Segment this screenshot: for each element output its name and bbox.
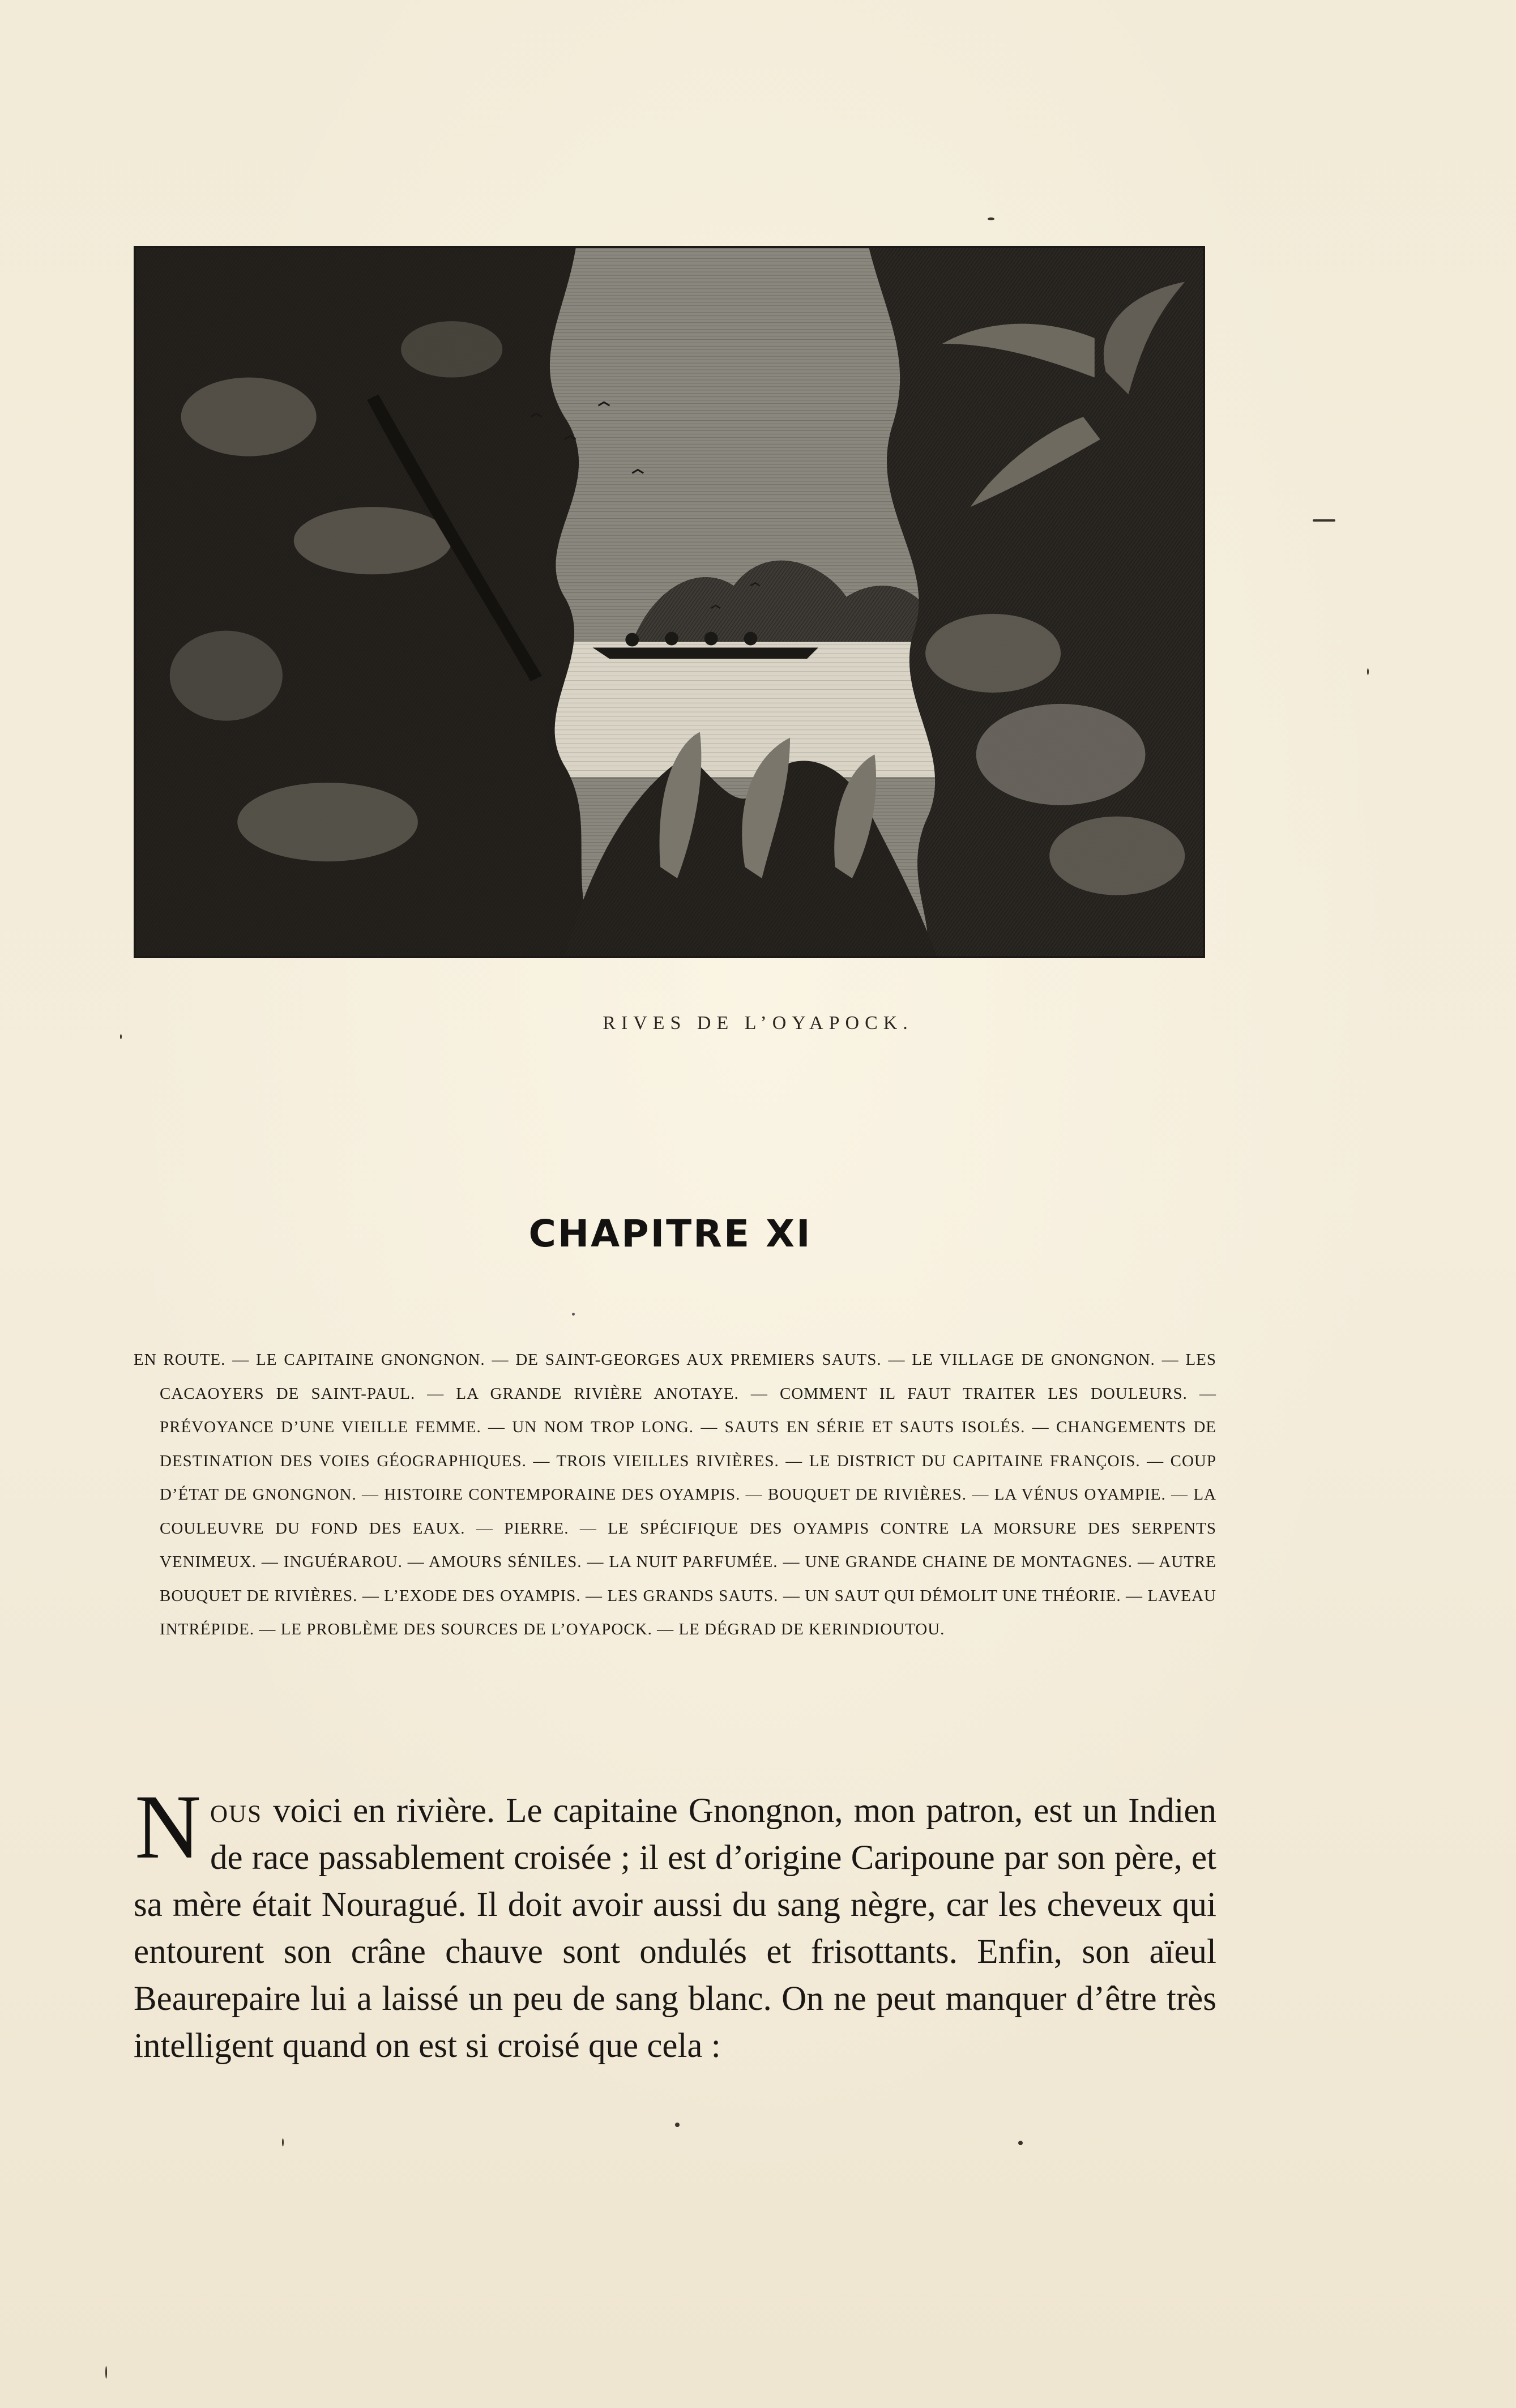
engraving-illustration	[134, 246, 1205, 958]
paper-speck	[675, 2123, 680, 2127]
paper-speck	[105, 2366, 107, 2379]
chapter-title: CHAPITRE XI	[528, 1212, 812, 1256]
chapter-summary-text: EN ROUTE. — LE CAPITAINE GNONGNON. — DE SAINT-GEORGES AUX PREMIERS SAUTS. — LE VILLAGE DE GNONGNON. — LES CACAOYERS DE SAINT-PAUL. — LA GRANDE RIVIÈRE ANOTAYE. — COMMENT IL FAUT TRAITER LES DOULEURS. — PRÉVOYANCE D’UNE VIEILLE FEMME. — UN NOM TROP LONG. — SAUTS EN SÉRIE ET SAUTS ISOLÉS. — CHANGEMENTS DE DESTINATION DES VOIES GÉOGRAPHIQUES. — TROIS VIEILLES RIVIÈRES. — LE DISTRICT DU CAPITAINE FRANÇOIS. — COUP D’ÉTAT DE GNONGNON. — HISTOIRE CONTEMPORAINE DES OYAMPIS. — BOUQUET DE RIVIÈRES. — LA VÉNUS OYAMPIE. — LA COULEUVRE DU FOND DES EAUX. — PIERRE. — LE SPÉCIFIQUE DES OYAMPIS CONTRE LA MORSURE DES SERPENTS VENIMEUX. — INGUÉRAROU. — AMOURS SÉNILES. — LA NUIT PARFUMÉE. — UNE GRANDE CHAINE DE MONTAGNES. — AUTRE BOUQUET DE RIVIÈRES. — L’EXODE DES OYAMPIS. — LES GRANDS SAUTS. — UN SAUT QUI DÉMOLIT UNE THÉORIE. — LAVEAU INTRÉPIDE. — LE PROBLÈME DES SOURCES DE L’OYAPOCK. — LE DÉGRAD DE KERINDIOUTOU.	[134, 1351, 1216, 1638]
paper-speck	[120, 1034, 122, 1039]
paper-speck	[1018, 2141, 1023, 2145]
body-text: voici en rivière. Le capitaine Gnongnon, mon patron, est un Indien de race passablement croisée ; il est d’origine Caripoune par son père, et sa mère était Nouragué. Il doit avoir aussi du sang nègre, car les cheveux qui entourent son crâne chauve sont ondulés et frisottants. Enfin, son aïeul Beaurepaire lui a laissé un peu de sang blanc. On ne peut manquer d’être très intelligent quand on est si croisé que cela :	[134, 1792, 1216, 2065]
body-paragraph	[134, 1777, 1216, 2069]
paper-speck	[988, 217, 994, 220]
paper-speck	[1313, 519, 1335, 522]
drop-cap: N	[135, 1777, 201, 1878]
title-dot	[572, 1313, 575, 1316]
first-word-rest: ous	[210, 1792, 263, 1830]
illustration-caption: RIVES DE L’OYAPOCK.	[603, 1013, 913, 1034]
paper-speck	[282, 2138, 284, 2146]
chapter-summary	[134, 1343, 1216, 1647]
paper-speck	[1367, 668, 1369, 675]
engraving-riverbank-jungle-icon	[136, 248, 1203, 956]
